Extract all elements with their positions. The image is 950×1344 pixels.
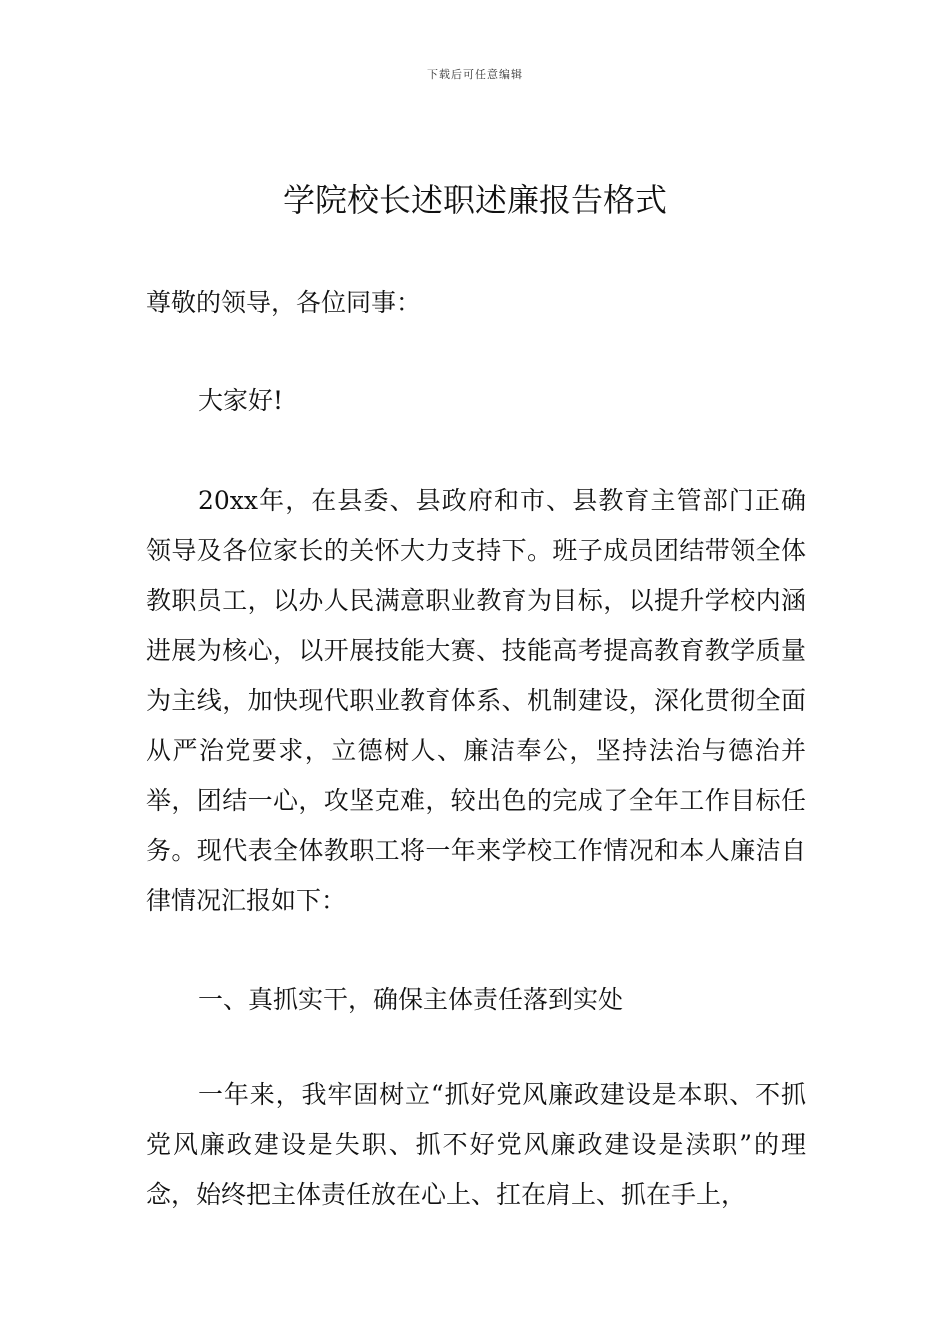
salutation: 尊敬的领导，各位同事：	[146, 288, 422, 317]
paragraph-intro: 20xx年，在县委、县政府和市、县教育主管部门正确领导及各位家长的关怀大力支持下。班子成员团结带领全体教职员工，以办人民满意职业教育为目标，以提升学校内涵进展为核心，以开展技能大赛、技能高考提高教育教学质量为主线，加快现代职业教育体系、机制建设，深化贯彻全面从严治党要求，立德树人、廉洁奉公，坚持法治与德治并举，团结一心，攻坚克难，较出色的完成了全年工作目标任务。现代表全体教职工将一年来学校工作情况和本人廉洁自律情况汇报如下：	[146, 486, 806, 915]
section-heading: 一、真抓实干，确保主体责任落到实处	[198, 985, 624, 1014]
document-title: 学院校长述职述廉报告格式	[282, 181, 667, 219]
paragraph-section-1: 一年来，我牢固树立“抓好党风廉政建设是本职、不抓党风廉政建设是失职、抓不好党风廉政建设是渎职”的理念，始终把主体责任放在心上、扛在肩上、抓在手上，	[146, 1080, 806, 1209]
greeting: 大家好!	[198, 386, 284, 415]
header-note: 下载后可任意编辑	[427, 68, 523, 81]
